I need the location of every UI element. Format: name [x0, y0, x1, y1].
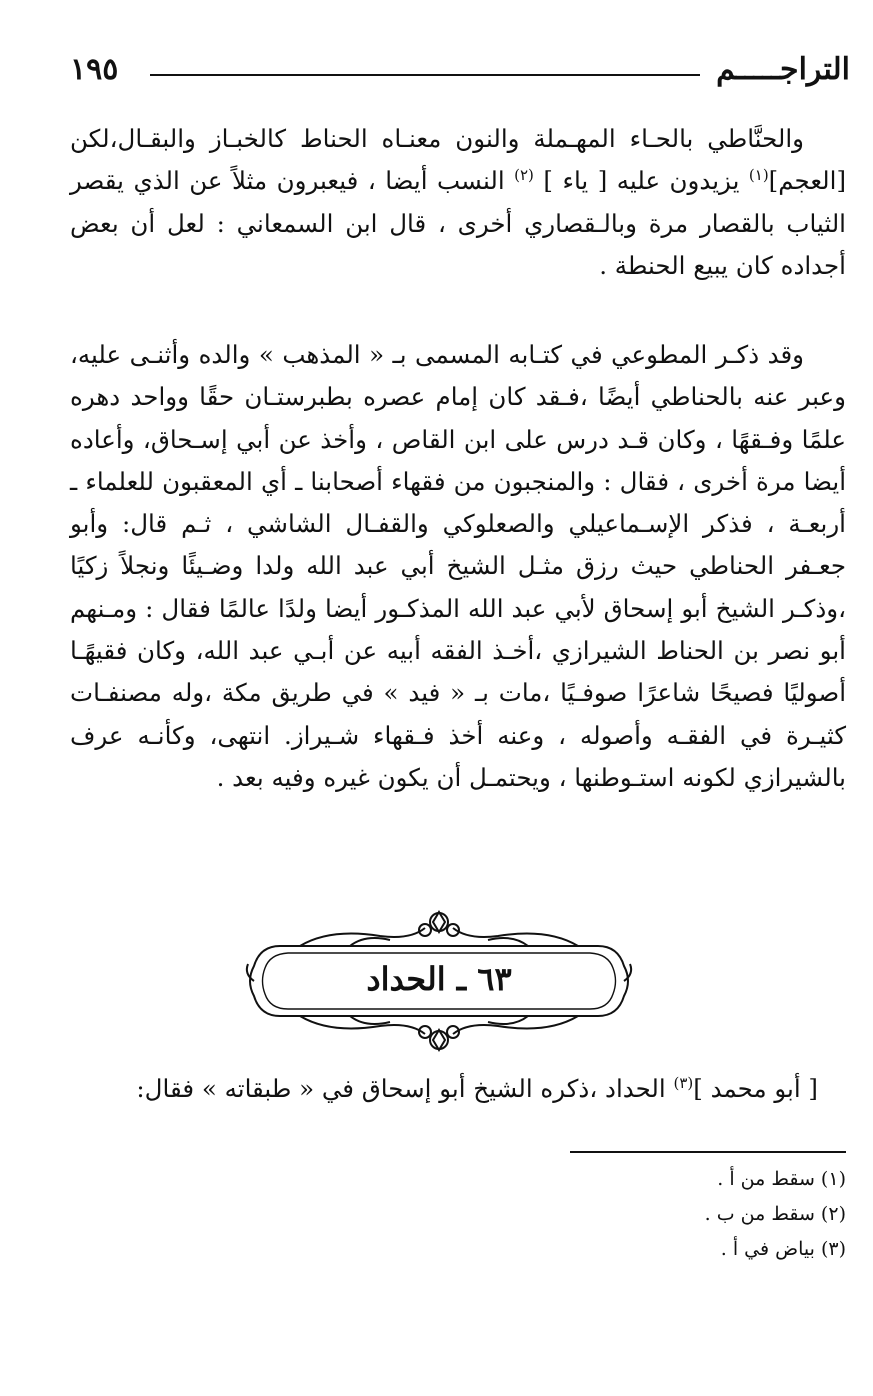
entry-text: الحداد ،ذكره الشيخ أبو إسحاق في « طبقاته » فقال:: [136, 1074, 674, 1103]
footnote-ref-1: (١): [748, 166, 769, 185]
entry-name: [ أبو محمد ]: [693, 1074, 818, 1103]
footnote-2: (٢) سقط من ب .: [704, 1203, 846, 1225]
footnotes: [450, 1162, 846, 1267]
paragraph-1-mid: يزيدون عليه [ ياء ]: [533, 166, 749, 196]
paragraph-1-start: والحنَّاطي بالحـاء المهـملة والنون معنـاه الحناط كالخبـاز والبقـال،لكن [العجم]: [70, 124, 846, 196]
footnote-rule: [570, 1151, 846, 1153]
paragraph-2: وقد ذكـر المطوعي في كتـابه المسمى بـ « المذهب » والده وأثنـى عليه، وعبر عنه بالحناطي أيضًا ،فـقد كان إمام عصره بطبرستـان حقًا وواحد دهره علمًا وفـقهًا ، وكان قـد درس على ابن القاص ، وأخذ عن أبي إسـحاق، وأعاده أيضا مرة أخرى ، فقال : والمنجبون من فقهاء أصحابنا ـ أي المعقبون للعلماء ـ أربعـة ، فذكر الإسـماعيلي والصعلوكي والقفـال الشاشي ، ثـم قال: وأبو جعـفر الحناطي حيث رزق مثـل الشيخ أبي عبد الله ولدا وضـيئًا ونجلاً زكيًا ،وذكـر الشيخ أبو إسحاق لأبي عبد الله المذكـور أيضا ولدًا عالمًا فقال : ومـنهم أبو نصر بن الحناط الشيرازي ،أخـذ الفقه أبيه عن أبـي عبد الله، وكان فقيهًـا أصوليًا فصيحًا شاعرًا صوفـيًا ،مات بـ « فيد » في طريق مكة ،وله مصنفـات كثيـرة في الفقـه وأصوله ، وعنه أخذ فـقهاء شـيراز. انتهى، وكأنـه عرف بالشيرازي لكونه استـوطنها ، ويحتمـل أن يكون غيره وفيه بعد .: [70, 340, 846, 792]
header-title: التراجـــــم: [716, 52, 850, 87]
footnote-ref-3: (٣): [673, 1073, 694, 1092]
footnote-1: (١) سقط من أ .: [717, 1168, 846, 1190]
paragraph-1: [70, 118, 846, 287]
footnote-3: (٣) بياض في أ .: [720, 1238, 846, 1260]
page-number: ١٩٥: [70, 52, 119, 87]
running-header: [70, 50, 850, 94]
paragraph-3: [70, 1068, 846, 1110]
section-title: ٦٣ ـ الحداد: [366, 960, 512, 998]
header-rule: [150, 74, 700, 76]
footnote-ref-2: (٢): [514, 166, 534, 185]
paragraph-1-end: النسب أيضا ، فيعبرون مثلاً عن الذي يقصر الثياب بالقصار مرة وبالـقصاري أخرى ، قال ابن السمعاني : لعل أن بعض أجداده كان يبيع الحنطة .: [70, 166, 846, 280]
